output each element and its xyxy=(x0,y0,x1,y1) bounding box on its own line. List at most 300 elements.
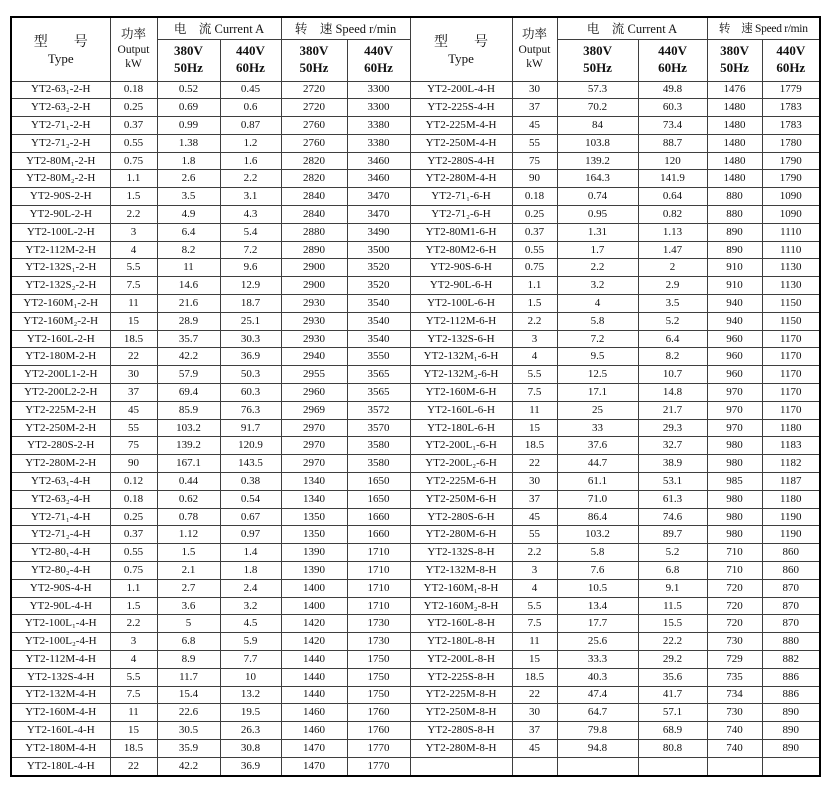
speed-380v-cell: 880 xyxy=(707,206,762,224)
output-kw-cell: 37 xyxy=(110,384,157,402)
table-row xyxy=(11,401,820,419)
table-row xyxy=(11,615,820,633)
table-row xyxy=(11,188,820,206)
current-440v-cell: 13.2 xyxy=(220,686,281,704)
type-cell: YT2-180L-4-H xyxy=(11,757,110,775)
type-cell: YT2-63₂-4-H xyxy=(11,490,110,508)
current-440v-cell: 88.7 xyxy=(638,134,707,152)
current-380v-cell: 5 xyxy=(157,615,220,633)
output-kw-cell: 15 xyxy=(512,419,557,437)
speed-440v-cell: 1760 xyxy=(347,722,410,740)
current-380v-cell: 15.4 xyxy=(157,686,220,704)
table-row xyxy=(11,117,820,135)
type-cell: YT2-160M₁-2-H xyxy=(11,295,110,313)
table-row xyxy=(11,223,820,241)
output-kw-cell: 30 xyxy=(512,81,557,99)
current-380v-cell: 11 xyxy=(157,259,220,277)
col-header-output-right xyxy=(512,17,557,81)
type-cell: YT2-200L2-2-H xyxy=(11,384,110,402)
output-label-unit: kW xyxy=(526,58,543,71)
speed-440v-cell: 880 xyxy=(762,633,820,651)
current-380v-cell: 103.2 xyxy=(557,526,638,544)
current-380v-cell: 1.31 xyxy=(557,223,638,241)
output-label-zh: 功率 xyxy=(522,27,548,42)
output-kw-cell: 3 xyxy=(110,223,157,241)
speed-380v-cell: 710 xyxy=(707,544,762,562)
output-kw-cell: 0.25 xyxy=(512,206,557,224)
output-kw-cell: 30 xyxy=(110,366,157,384)
current-380v-cell: 0.95 xyxy=(557,206,638,224)
current-440v-cell: 38.9 xyxy=(638,455,707,473)
type-cell: YT2-90S-4-H xyxy=(11,579,110,597)
output-kw-cell: 55 xyxy=(512,134,557,152)
voltage-label: 380V xyxy=(583,43,612,59)
speed-440v-cell: 1190 xyxy=(762,508,820,526)
output-kw-cell: 90 xyxy=(110,455,157,473)
type-cell: YT2-225S-4-H xyxy=(410,99,512,117)
speed-380v-cell: 980 xyxy=(707,490,762,508)
type-cell: YT2-160L-2-H xyxy=(11,330,110,348)
current-380v-cell xyxy=(557,757,638,775)
speed-440v-cell xyxy=(762,757,820,775)
current-440v-cell: 22.2 xyxy=(638,633,707,651)
current-380v-cell: 25.6 xyxy=(557,633,638,651)
output-kw-cell: 0.18 xyxy=(110,81,157,99)
type-cell: YT2-112M-2-H xyxy=(11,241,110,259)
output-kw-cell: 3 xyxy=(110,633,157,651)
type-cell: YT2-180M-2-H xyxy=(11,348,110,366)
speed-380v-cell: 980 xyxy=(707,455,762,473)
current-440v-cell: 3.1 xyxy=(220,188,281,206)
type-cell: YT2-80M2-6-H xyxy=(410,241,512,259)
output-kw-cell: 0.18 xyxy=(512,188,557,206)
speed-440v-cell: 1770 xyxy=(347,739,410,757)
type-cell: YT2-225M-4-H xyxy=(410,117,512,135)
current-440v-cell: 2 xyxy=(638,259,707,277)
speed-440v-cell: 1750 xyxy=(347,668,410,686)
speed-440v-cell: 3490 xyxy=(347,223,410,241)
current-380v-cell: 0.99 xyxy=(157,117,220,135)
table-header xyxy=(11,17,820,81)
current-440v-cell: 1.8 xyxy=(220,562,281,580)
speed-440v-cell: 1730 xyxy=(347,633,410,651)
output-kw-cell: 0.55 xyxy=(512,241,557,259)
table-row xyxy=(11,508,820,526)
current-380v-cell: 69.4 xyxy=(157,384,220,402)
current-440v-cell: 0.87 xyxy=(220,117,281,135)
speed-380v-cell: 970 xyxy=(707,401,762,419)
current-380v-cell: 3.6 xyxy=(157,597,220,615)
output-kw-cell: 1.1 xyxy=(110,579,157,597)
current-380v-cell: 0.52 xyxy=(157,81,220,99)
type-cell: YT2-112M-6-H xyxy=(410,312,512,330)
output-kw-cell: 3 xyxy=(512,330,557,348)
type-cell: YT2-132S-8-H xyxy=(410,544,512,562)
col-header-speed-380v-right xyxy=(707,39,762,81)
current-440v-cell: 0.64 xyxy=(638,188,707,206)
col-header-speed-left: 转 速 Speed r/min xyxy=(281,17,410,39)
speed-380v-cell: 2840 xyxy=(281,206,347,224)
speed-380v-cell: 734 xyxy=(707,686,762,704)
current-380v-cell: 37.6 xyxy=(557,437,638,455)
current-440v-cell: 15.5 xyxy=(638,615,707,633)
table-row xyxy=(11,490,820,508)
speed-380v-cell: 2940 xyxy=(281,348,347,366)
type-cell: YT2-160M-6-H xyxy=(410,384,512,402)
current-380v-cell: 3.2 xyxy=(557,277,638,295)
speed-380v-cell: 1460 xyxy=(281,704,347,722)
output-kw-cell: 18.5 xyxy=(110,330,157,348)
speed-440v-cell: 1790 xyxy=(762,152,820,170)
current-380v-cell: 86.4 xyxy=(557,508,638,526)
current-380v-cell: 0.62 xyxy=(157,490,220,508)
type-cell: YT2-280S-8-H xyxy=(410,722,512,740)
current-380v-cell: 57.9 xyxy=(157,366,220,384)
current-440v-cell: 0.97 xyxy=(220,526,281,544)
speed-440v-cell: 1730 xyxy=(347,615,410,633)
output-kw-cell: 0.75 xyxy=(110,562,157,580)
output-kw-cell: 11 xyxy=(512,633,557,651)
col-header-current-380v-left xyxy=(157,39,220,81)
table-row xyxy=(11,757,820,775)
speed-380v-cell: 2930 xyxy=(281,330,347,348)
speed-440v-cell: 1650 xyxy=(347,490,410,508)
speed-380v-cell: 2969 xyxy=(281,401,347,419)
speed-440v-cell: 1710 xyxy=(347,544,410,562)
speed-380v-cell: 980 xyxy=(707,437,762,455)
speed-380v-cell: 710 xyxy=(707,562,762,580)
speed-380v-cell: 1340 xyxy=(281,473,347,491)
current-380v-cell: 84 xyxy=(557,117,638,135)
output-kw-cell: 7.5 xyxy=(512,615,557,633)
speed-440v-cell: 1783 xyxy=(762,117,820,135)
current-380v-cell: 1.5 xyxy=(157,544,220,562)
current-440v-cell: 1.6 xyxy=(220,152,281,170)
type-cell: YT2-71₂-6-H xyxy=(410,206,512,224)
output-kw-cell: 15 xyxy=(512,651,557,669)
output-kw-cell: 22 xyxy=(512,455,557,473)
table-row xyxy=(11,455,820,473)
output-kw-cell: 0.25 xyxy=(110,99,157,117)
current-380v-cell: 17.1 xyxy=(557,384,638,402)
current-380v-cell: 28.9 xyxy=(157,312,220,330)
speed-380v-cell: 890 xyxy=(707,223,762,241)
output-kw-cell: 2.2 xyxy=(512,544,557,562)
type-cell: YT2-250M-4-H xyxy=(410,134,512,152)
current-380v-cell: 0.78 xyxy=(157,508,220,526)
current-380v-cell: 30.5 xyxy=(157,722,220,740)
speed-380v-cell: 740 xyxy=(707,722,762,740)
output-kw-cell: 75 xyxy=(110,437,157,455)
table-row xyxy=(11,348,820,366)
output-kw-cell: 22 xyxy=(110,348,157,366)
current-440v-cell: 35.6 xyxy=(638,668,707,686)
speed-440v-cell: 1090 xyxy=(762,206,820,224)
speed-440v-cell: 1170 xyxy=(762,348,820,366)
current-380v-cell: 164.3 xyxy=(557,170,638,188)
type-cell: YT2-80₁-4-H xyxy=(11,544,110,562)
output-kw-cell: 1.1 xyxy=(512,277,557,295)
current-380v-cell: 7.6 xyxy=(557,562,638,580)
type-cell: YT2-225M-6-H xyxy=(410,473,512,491)
speed-380v-cell: 2970 xyxy=(281,455,347,473)
output-kw-cell: 7.5 xyxy=(110,277,157,295)
current-380v-cell: 10.5 xyxy=(557,579,638,597)
speed-380v-cell: 720 xyxy=(707,597,762,615)
speed-440v-cell: 1180 xyxy=(762,490,820,508)
voltage-label: 440V xyxy=(776,43,806,59)
speed-440v-cell: 1170 xyxy=(762,401,820,419)
speed-380v-cell: 1440 xyxy=(281,668,347,686)
table-row xyxy=(11,686,820,704)
speed-380v-cell: 910 xyxy=(707,277,762,295)
speed-380v-cell: 960 xyxy=(707,366,762,384)
output-label-unit: kW xyxy=(125,58,142,71)
current-440v-cell: 26.3 xyxy=(220,722,281,740)
current-440v-cell: 120.9 xyxy=(220,437,281,455)
type-cell: YT2-90S-6-H xyxy=(410,259,512,277)
type-cell: YT2-132S₁-2-H xyxy=(11,259,110,277)
speed-380v-cell: 1420 xyxy=(281,615,347,633)
speed-380v-cell: 1480 xyxy=(707,170,762,188)
current-440v-cell: 80.8 xyxy=(638,739,707,757)
speed-380v-cell: 910 xyxy=(707,259,762,277)
speed-440v-cell: 3460 xyxy=(347,152,410,170)
current-440v-cell: 14.8 xyxy=(638,384,707,402)
current-380v-cell: 5.8 xyxy=(557,544,638,562)
current-440v-cell: 76.3 xyxy=(220,401,281,419)
speed-440v-cell: 860 xyxy=(762,562,820,580)
header-group-row xyxy=(11,17,820,39)
type-cell xyxy=(410,757,512,775)
output-kw-cell: 18.5 xyxy=(110,739,157,757)
type-cell: YT2-63₁-4-H xyxy=(11,473,110,491)
speed-440v-cell: 3540 xyxy=(347,330,410,348)
voltage-label: 380V xyxy=(720,43,749,59)
type-cell: YT2-132M₁-6-H xyxy=(410,348,512,366)
type-cell: YT2-90L-6-H xyxy=(410,277,512,295)
current-380v-cell: 42.2 xyxy=(157,348,220,366)
current-440v-cell xyxy=(638,757,707,775)
speed-440v-cell: 870 xyxy=(762,615,820,633)
current-380v-cell: 139.2 xyxy=(557,152,638,170)
speed-440v-cell: 1710 xyxy=(347,562,410,580)
speed-380v-cell: 729 xyxy=(707,651,762,669)
table-row xyxy=(11,704,820,722)
current-440v-cell: 2.4 xyxy=(220,579,281,597)
speed-440v-cell: 1750 xyxy=(347,651,410,669)
speed-380v-cell: 1480 xyxy=(707,152,762,170)
table-row xyxy=(11,722,820,740)
voltage-label: 440V xyxy=(658,43,687,59)
voltage-label: 440V xyxy=(236,43,265,59)
voltage-label: 380V xyxy=(174,43,203,59)
col-header-output-left xyxy=(110,17,157,81)
current-440v-cell: 11.5 xyxy=(638,597,707,615)
current-440v-cell: 6.4 xyxy=(638,330,707,348)
output-kw-cell: 45 xyxy=(512,117,557,135)
speed-440v-cell: 1170 xyxy=(762,384,820,402)
output-kw-cell: 2.2 xyxy=(512,312,557,330)
current-440v-cell: 2.9 xyxy=(638,277,707,295)
speed-380v-cell: 2880 xyxy=(281,223,347,241)
speed-440v-cell: 1090 xyxy=(762,188,820,206)
output-kw-cell: 0.75 xyxy=(110,152,157,170)
speed-440v-cell: 3300 xyxy=(347,81,410,99)
current-380v-cell: 61.1 xyxy=(557,473,638,491)
speed-380v-cell: 1340 xyxy=(281,490,347,508)
current-380v-cell: 33 xyxy=(557,419,638,437)
type-cell: YT2-200L₂-6-H xyxy=(410,455,512,473)
current-440v-cell: 21.7 xyxy=(638,401,707,419)
speed-440v-cell: 870 xyxy=(762,579,820,597)
speed-440v-cell: 1710 xyxy=(347,579,410,597)
current-440v-cell: 53.1 xyxy=(638,473,707,491)
current-380v-cell: 70.2 xyxy=(557,99,638,117)
table-row xyxy=(11,437,820,455)
type-cell: YT2-280M-8-H xyxy=(410,739,512,757)
speed-380v-cell: 720 xyxy=(707,579,762,597)
current-440v-cell: 5.2 xyxy=(638,544,707,562)
speed-380v-cell: 980 xyxy=(707,526,762,544)
current-440v-cell: 18.7 xyxy=(220,295,281,313)
speed-440v-cell: 860 xyxy=(762,544,820,562)
output-kw-cell xyxy=(512,757,557,775)
current-440v-cell: 19.5 xyxy=(220,704,281,722)
speed-380v-cell: 1480 xyxy=(707,99,762,117)
output-kw-cell: 15 xyxy=(110,722,157,740)
speed-440v-cell: 1650 xyxy=(347,473,410,491)
freq-label: 60Hz xyxy=(364,60,393,75)
current-440v-cell: 73.4 xyxy=(638,117,707,135)
speed-440v-cell: 1170 xyxy=(762,366,820,384)
type-cell: YT2-160M-4-H xyxy=(11,704,110,722)
current-380v-cell: 6.8 xyxy=(157,633,220,651)
type-cell: YT2-250M-2-H xyxy=(11,419,110,437)
table-row xyxy=(11,668,820,686)
current-440v-cell: 141.9 xyxy=(638,170,707,188)
type-cell: YT2-90L-4-H xyxy=(11,597,110,615)
speed-440v-cell: 870 xyxy=(762,597,820,615)
speed-440v-cell: 3580 xyxy=(347,437,410,455)
freq-label: 60Hz xyxy=(658,60,687,75)
output-kw-cell: 30 xyxy=(512,473,557,491)
output-kw-cell: 22 xyxy=(110,757,157,775)
speed-380v-cell: 2760 xyxy=(281,134,347,152)
current-380v-cell: 1.8 xyxy=(157,152,220,170)
current-380v-cell: 21.6 xyxy=(157,295,220,313)
table-row xyxy=(11,544,820,562)
type-cell: YT2-225M-2-H xyxy=(11,401,110,419)
type-cell: YT2-160M₂-2-H xyxy=(11,312,110,330)
speed-440v-cell: 3580 xyxy=(347,455,410,473)
output-kw-cell: 7.5 xyxy=(512,384,557,402)
speed-440v-cell: 1790 xyxy=(762,170,820,188)
speed-380v-cell: 2890 xyxy=(281,241,347,259)
output-kw-cell: 22 xyxy=(512,686,557,704)
type-cell: YT2-90S-2-H xyxy=(11,188,110,206)
type-cell: YT2-71₂-4-H xyxy=(11,526,110,544)
speed-440v-cell: 3572 xyxy=(347,401,410,419)
freq-label: 50Hz xyxy=(583,60,612,75)
speed-380v-cell: 960 xyxy=(707,330,762,348)
speed-440v-cell: 890 xyxy=(762,704,820,722)
speed-440v-cell: 1110 xyxy=(762,223,820,241)
freq-label: 50Hz xyxy=(299,60,329,75)
current-380v-cell: 103.2 xyxy=(157,419,220,437)
current-440v-cell: 4.5 xyxy=(220,615,281,633)
freq-label: 50Hz xyxy=(720,60,749,75)
freq-label: 60Hz xyxy=(776,60,806,75)
table-row xyxy=(11,330,820,348)
output-kw-cell: 4 xyxy=(110,241,157,259)
current-440v-cell: 29.3 xyxy=(638,419,707,437)
speed-380v-cell: 960 xyxy=(707,348,762,366)
speed-440v-cell: 1130 xyxy=(762,277,820,295)
table-row xyxy=(11,206,820,224)
type-cell: YT2-200L-4-H xyxy=(410,81,512,99)
current-380v-cell: 57.3 xyxy=(557,81,638,99)
table-row xyxy=(11,259,820,277)
output-kw-cell: 0.12 xyxy=(110,473,157,491)
current-440v-cell: 2.2 xyxy=(220,170,281,188)
output-kw-cell: 0.37 xyxy=(110,526,157,544)
type-cell: YT2-160M₁-8-H xyxy=(410,579,512,597)
type-cell: YT2-160L-6-H xyxy=(410,401,512,419)
type-cell: YT2-280S-6-H xyxy=(410,508,512,526)
speed-380v-cell: 2720 xyxy=(281,99,347,117)
freq-label: 50Hz xyxy=(174,60,203,75)
speed-380v-cell: 1420 xyxy=(281,633,347,651)
type-cell: YT2-71₂-2-H xyxy=(11,134,110,152)
current-440v-cell: 36.9 xyxy=(220,757,281,775)
table-row xyxy=(11,295,820,313)
type-cell: YT2-180L-6-H xyxy=(410,419,512,437)
current-380v-cell: 14.6 xyxy=(157,277,220,295)
current-380v-cell: 4 xyxy=(557,295,638,313)
current-380v-cell: 79.8 xyxy=(557,722,638,740)
type-cell: YT2-250M-8-H xyxy=(410,704,512,722)
output-label-zh: 功率 xyxy=(120,27,146,42)
speed-380v-cell: 1350 xyxy=(281,508,347,526)
current-380v-cell: 64.7 xyxy=(557,704,638,722)
speed-440v-cell: 882 xyxy=(762,651,820,669)
current-380v-cell: 13.4 xyxy=(557,597,638,615)
type-cell: YT2-280M-4-H xyxy=(410,170,512,188)
output-kw-cell: 3 xyxy=(512,562,557,580)
type-cell: YT2-132S-4-H xyxy=(11,668,110,686)
output-kw-cell: 11 xyxy=(110,704,157,722)
table-row xyxy=(11,99,820,117)
current-380v-cell: 103.8 xyxy=(557,134,638,152)
speed-380v-cell: 1390 xyxy=(281,562,347,580)
current-440v-cell: 74.6 xyxy=(638,508,707,526)
output-kw-cell: 18.5 xyxy=(512,437,557,455)
current-440v-cell: 5.4 xyxy=(220,223,281,241)
output-kw-cell: 1.5 xyxy=(110,188,157,206)
current-440v-cell: 5.9 xyxy=(220,633,281,651)
output-kw-cell: 11 xyxy=(512,401,557,419)
output-kw-cell: 4 xyxy=(512,348,557,366)
current-380v-cell: 1.12 xyxy=(157,526,220,544)
current-440v-cell: 1.4 xyxy=(220,544,281,562)
speed-380v-cell: 2955 xyxy=(281,366,347,384)
current-440v-cell: 9.6 xyxy=(220,259,281,277)
current-380v-cell: 35.7 xyxy=(157,330,220,348)
output-kw-cell: 18.5 xyxy=(512,668,557,686)
output-kw-cell: 0.55 xyxy=(110,544,157,562)
speed-440v-cell: 1180 xyxy=(762,419,820,437)
